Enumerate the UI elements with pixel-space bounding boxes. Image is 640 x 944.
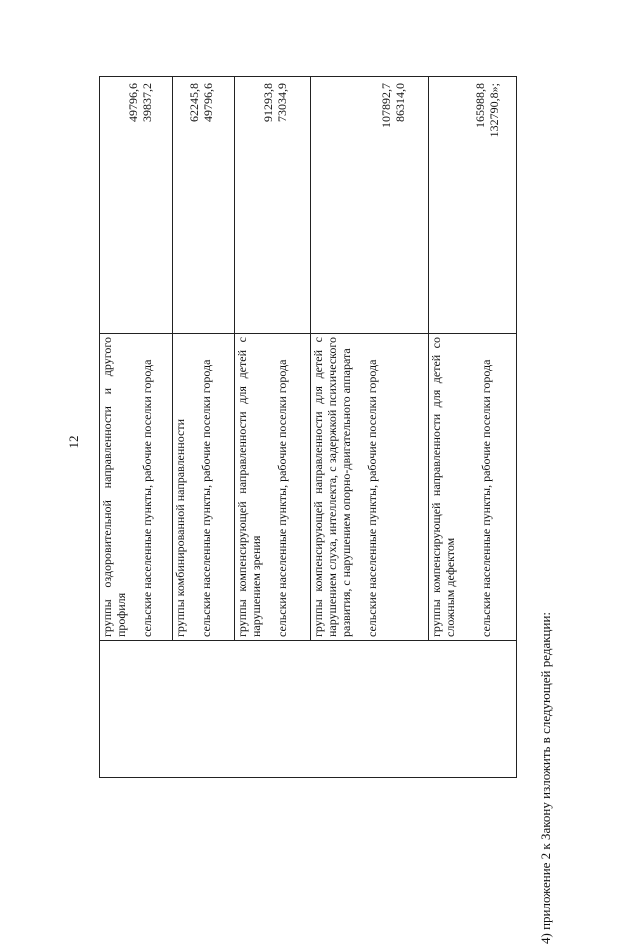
page-number: 12 [66,435,81,449]
table-row [100,77,173,778]
value-rural: 62245,8 [187,83,202,122]
group-label: группы компенсирующей направленности для детей со сложным дефектом [428,337,457,637]
value-city: 86314,0 [392,83,407,122]
empty-first-column [100,641,517,778]
value-rural: 91293,8 [261,83,276,122]
category-label: сельские населенные пункты, рабочие поселки города [478,359,493,637]
value-rural: 107892,7 [378,83,393,128]
category-label: сельские населенные пункты, рабочие поселки города [275,359,290,637]
table-cell-group [235,334,310,641]
group-label: группы оздоровительной направленности и другого профиля [100,337,128,637]
cost-table [99,83,517,778]
value-city: 132790,8»; [486,83,501,138]
table-cell-values [235,77,310,334]
category-label: сельские населенные пункты, рабочие поселки города [199,359,214,637]
table-cell-values [100,77,173,334]
category-label: сельские населенные пункты, рабочие поселки города [364,359,379,637]
table-cell-values [310,77,428,334]
value-city: 49796,6 [201,83,216,122]
group-label: группы компенсирующей направленности для детей с нарушением зрения [235,337,264,637]
table-cell-group [173,334,235,641]
table-cell-values [173,77,235,334]
footer-note: 4) приложение 2 к Закону изложить в следующей редакции: [538,611,553,944]
value-city: 73034,9 [275,83,290,122]
value-rural: 165988,8 [472,83,487,128]
category-label: сельские населенные пункты, рабочие поселки города [140,359,154,637]
group-label: группы комбинированной направленности [173,418,188,637]
table-cell-group [100,334,173,641]
value-rural: 49796,6 [126,83,140,122]
table-cell-values [428,77,516,334]
value-city: 39837,2 [140,83,154,122]
group-label: группы компенсирующей направленности для детей с нарушением слуха, интеллекта, с задержкой психического развития, с нарушением опорно-двигательного аппарата [310,337,353,637]
table-cell-group [428,334,516,641]
table-cell-group [310,334,428,641]
